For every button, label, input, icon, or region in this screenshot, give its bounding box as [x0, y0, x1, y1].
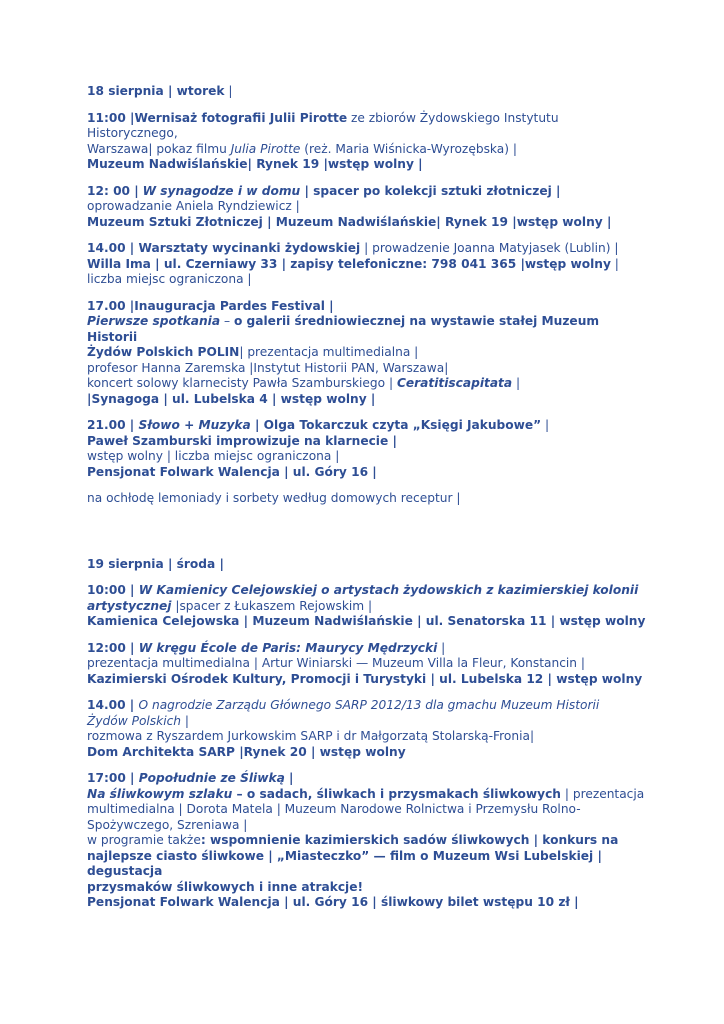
day1-event-5 — [87, 418, 647, 480]
day1-event-1 — [87, 111, 647, 173]
event-title-line: 21.00 | Słowo + Muzyka | Olga Tokarczuk czyta „Księgi Jakubowe” | — [87, 418, 550, 432]
event-speaker: profesor Hanna Zaremska |Instytut Historii PAN, Warszawa| — [87, 360, 449, 375]
event-venue: Pensjonat Folwark Walencja | ul. Góry 16 | — [87, 464, 377, 479]
event-guide: oprowadzanie Aniela Ryndziewicz | — [87, 199, 300, 213]
event-talk: Pierwsze spotkania – o galerii średniowiecznej na wystawie stałej Muzeum Historii — [87, 314, 600, 344]
event-sub-cont: Spożywczego, Szreniawa | — [87, 817, 248, 832]
event-venue: Muzeum Sztuki Złotniczej | Muzeum Nadwiślańskie| Rynek 19 |wstęp wolny | — [87, 214, 612, 229]
event-sub-cont: multimedialna | Dorota Matela | Muzeum Narodowe Rolnictwa i Przemysłu Rolno- — [87, 802, 581, 816]
day2-event-3 — [87, 698, 647, 760]
event-concert: koncert solowy klarnecisty Pawła Szamburskiego | Ceratitiscapitata | — [87, 376, 521, 390]
event-walk: artystycznej |spacer z Łukaszem Rejowskim | — [87, 598, 373, 613]
day1-note: na ochłodę lemoniady i sorbety według domowych receptur | — [87, 491, 461, 505]
event-venue: Dom Architekta SARP |Rynek 20 | wstęp wolny — [87, 744, 406, 759]
event-music: Paweł Szamburski improwizuje na klarnecie | — [87, 433, 397, 448]
event-desc: prezentacja multimedialna | Artur Winiarski — Muzeum Villa la Fleur, Konstancin | — [87, 656, 585, 670]
event-title-line: 10:00 | W Kamienicy Celejowskiej o artystach żydowskich z kazimierskiej kolonii — [87, 583, 639, 597]
event-venue: |Synagoga | ul. Lubelska 4 | wstęp wolny | — [87, 391, 376, 406]
event-title-cont: Żydów Polskich | — [87, 713, 189, 728]
event-title-line: 11:00 |Wernisaż fotografii Julii Pirotte ze zbiorów Żydowskiego Instytutu Historycznego, — [87, 110, 559, 140]
event-venue: Willa Ima | ul. Czerniawy 33 | zapisy telefoniczne: 798 041 365 |wstęp wolny | — [87, 256, 619, 271]
event-venue: Kamienica Celejowska | Muzeum Nadwiślańskie | ul. Senatorska 11 | wstęp wolny — [87, 614, 646, 628]
day2-date-heading: 19 sierpnia | środa | — [87, 556, 224, 571]
event-program-cont: przysmaków śliwkowych i inne atrakcje! — [87, 879, 364, 894]
event-limit: liczba miejsc ograniczona | — [87, 272, 252, 286]
event-program: w programie także: wspomnienie kazimierskich sadów śliwkowych | konkurs na — [87, 833, 619, 847]
day1-event-3 — [87, 241, 647, 288]
event-program-cont: najlepsze ciasto śliwkowe | „Miasteczko” — film o Muzeum Wsi Lubelskiej | degustacja — [87, 848, 602, 878]
day1-event-4 — [87, 299, 647, 408]
day1-date-heading: 18 sierpnia | wtorek | — [87, 84, 233, 98]
event-sub: Na śliwkowym szlaku – o sadach, śliwkach i przysmakach śliwkowych | prezentacja — [87, 786, 645, 801]
day1-event-2 — [87, 184, 647, 231]
event-venue: Muzeum Nadwiślańskie| Rynek 19 |wstęp wolny | — [87, 157, 423, 171]
event-title-line: 12: 00 | W synagodze i w domu | spacer po kolekcji sztuki złotniczej | — [87, 183, 561, 198]
event-entry: wstęp wolny | liczba miejsc ograniczona | — [87, 449, 340, 463]
day2-event-4 — [87, 771, 647, 911]
day2-event-1 — [87, 583, 647, 630]
event-talk-cont: Żydów Polskich POLIN| prezentacja multimedialna | — [87, 345, 419, 359]
day2-event-2 — [87, 641, 647, 688]
event-title-line: 12:00 | W kręgu École de Paris: Maurycy Mędrzycki | — [87, 640, 446, 655]
event-talk: rozmowa z Ryszardem Jurkowskim SARP i dr Małgorzatą Stolarską-Fronia| — [87, 729, 535, 743]
event-venue: Pensjonat Folwark Walencja | ul. Góry 16 | śliwkowy bilet wstępu 10 zł | — [87, 895, 579, 909]
event-desc-line: Warszawa| pokaz filmu Julia Pirotte (reż. Maria Wiśnicka-Wyrozębska) | — [87, 141, 517, 156]
event-title-line: 14.00 | O nagrodzie Zarządu Głównego SARP 2012/13 dla gmachu Muzeum Historii — [87, 698, 600, 712]
event-title-line: 17:00 | Popołudnie ze Śliwką | — [87, 771, 294, 785]
event-venue: Kazimierski Ośrodek Kultury, Promocji i Turystyki | ul. Lubelska 12 | wstęp wolny — [87, 671, 643, 686]
programme-document — [87, 84, 647, 911]
event-title-line: 14.00 | Warsztaty wycinanki żydowskiej | prowadzenie Joanna Matyjasek (Lublin) | — [87, 241, 619, 255]
event-title-line: 17.00 |Inauguracja Pardes Festival | — [87, 298, 334, 313]
